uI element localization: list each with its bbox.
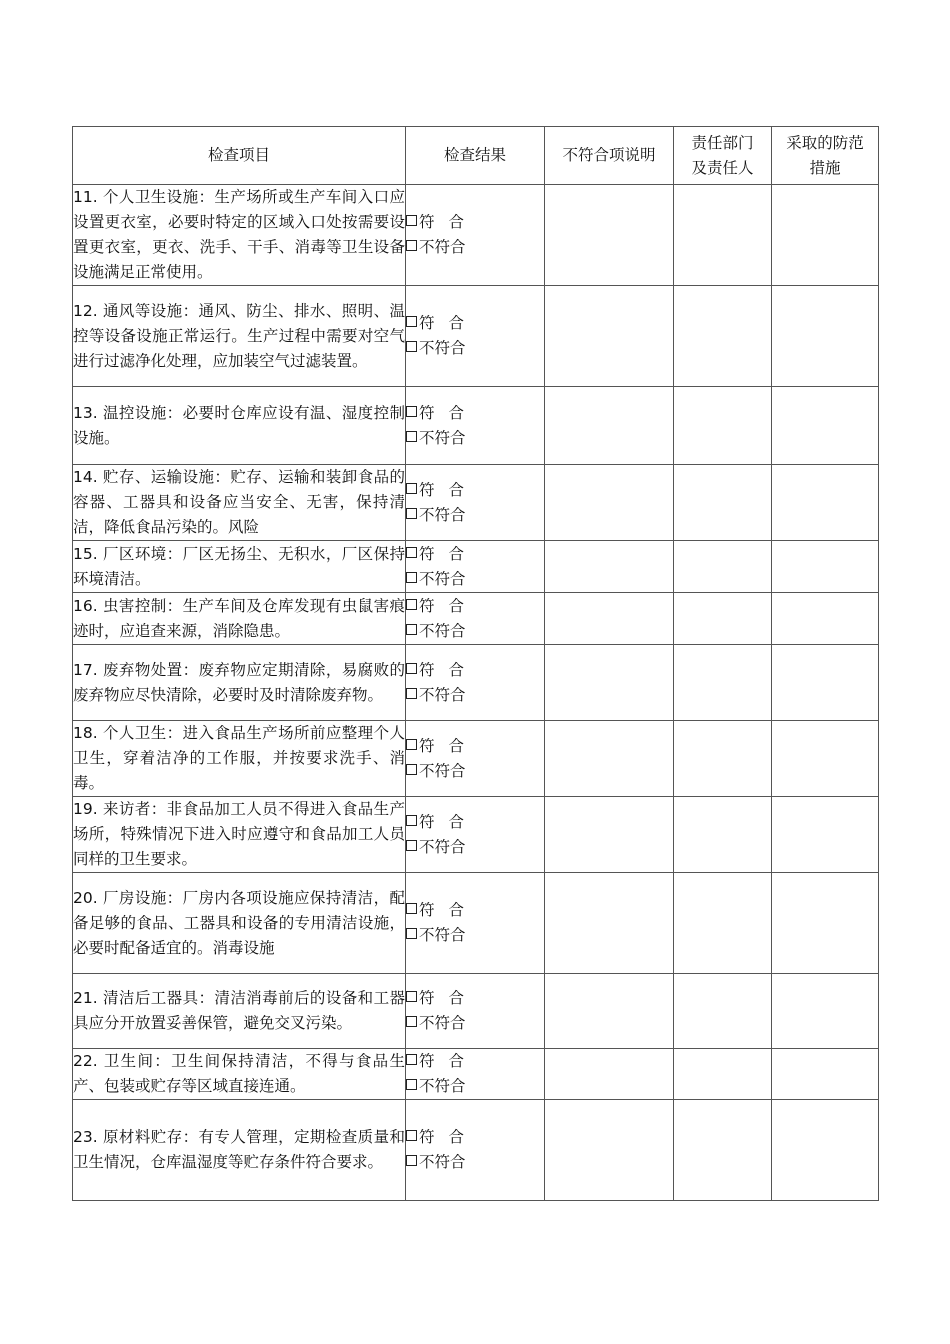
nonconformity-note-cell[interactable] xyxy=(545,645,674,721)
nonconformity-note-cell[interactable] xyxy=(545,185,674,286)
header-measures-line1: 采取的防范 xyxy=(786,133,864,152)
nonconform-option[interactable] xyxy=(406,683,544,708)
inspection-item-text: 20. 厂房设施：厂房内各项设施应保持清洁，配备足够的食品、工器具和设备的专用清洁设施，必要时配备适宜的。消毒设施 xyxy=(73,873,406,974)
conform-option[interactable] xyxy=(406,401,544,426)
nonconform-option[interactable] xyxy=(406,336,544,361)
nonconform-checkbox[interactable] xyxy=(406,764,417,775)
conform-label-a: 符 xyxy=(419,660,435,679)
nonconform-checkbox[interactable] xyxy=(406,508,417,519)
nonconform-option[interactable] xyxy=(406,426,544,451)
inspection-item-text: 13. 温控设施：必要时仓库应设有温、湿度控制设施。 xyxy=(73,387,406,465)
nonconformity-note-cell[interactable] xyxy=(545,1049,674,1100)
table-row xyxy=(73,541,879,593)
responsible-cell[interactable] xyxy=(674,387,772,465)
conform-option[interactable] xyxy=(406,594,544,619)
conform-option[interactable] xyxy=(406,478,544,503)
conform-label-b: 合 xyxy=(448,736,465,755)
conform-checkbox[interactable] xyxy=(406,406,417,417)
nonconform-option[interactable] xyxy=(406,567,544,592)
responsible-cell[interactable] xyxy=(674,185,772,286)
conform-checkbox[interactable] xyxy=(406,483,417,494)
nonconform-checkbox[interactable] xyxy=(406,341,417,352)
nonconform-label: 不符合 xyxy=(419,339,466,357)
inspection-result-cell xyxy=(406,645,545,721)
conform-option[interactable] xyxy=(406,542,544,567)
nonconform-label: 不符合 xyxy=(419,505,466,524)
measures-cell[interactable] xyxy=(772,465,879,541)
inspection-item-text: 18. 个人卫生：进入食品生产场所前应整理个人卫生，穿着洁净的工作服，并按要求洗手、消毒。 xyxy=(73,721,406,797)
conform-label-b: 合 xyxy=(448,480,465,499)
inspection-item-text: 23. 原材料贮存：有专人管理，定期检查质量和卫生情况，仓库温湿度等贮存条件符合要求。 xyxy=(73,1100,406,1201)
measures-cell[interactable] xyxy=(772,721,879,797)
conform-checkbox[interactable] xyxy=(406,663,417,674)
conform-option[interactable] xyxy=(406,898,544,923)
conform-option[interactable] xyxy=(406,734,544,759)
nonconform-option[interactable] xyxy=(406,1150,544,1175)
conform-label-b: 合 xyxy=(448,596,465,615)
conform-checkbox[interactable] xyxy=(406,215,417,226)
inspection-result-cell xyxy=(406,185,545,286)
nonconform-checkbox[interactable] xyxy=(406,240,417,251)
conform-checkbox[interactable] xyxy=(406,547,417,558)
conform-label-a: 符 xyxy=(419,989,435,1007)
nonconform-option[interactable] xyxy=(406,1011,544,1036)
nonconformity-note-cell[interactable] xyxy=(545,1100,674,1201)
header-measures xyxy=(772,127,879,185)
conform-label-b: 合 xyxy=(448,901,465,919)
nonconform-checkbox[interactable] xyxy=(406,840,417,851)
nonconformity-note-cell[interactable] xyxy=(545,387,674,465)
table-row xyxy=(73,797,879,873)
responsible-cell[interactable] xyxy=(674,797,772,873)
header-result: 检查结果 xyxy=(406,127,545,185)
measures-cell[interactable] xyxy=(772,1049,879,1100)
conform-label-b: 合 xyxy=(448,213,465,231)
table-row xyxy=(73,974,879,1049)
measures-cell[interactable] xyxy=(772,1100,879,1201)
responsible-cell[interactable] xyxy=(674,593,772,645)
nonconform-label: 不符合 xyxy=(419,685,466,704)
nonconform-label: 不符合 xyxy=(419,621,466,640)
nonconform-checkbox[interactable] xyxy=(406,928,417,939)
nonconform-option[interactable] xyxy=(406,923,544,948)
responsible-cell[interactable] xyxy=(674,1100,772,1201)
conform-label-b: 合 xyxy=(448,812,465,831)
nonconform-label: 不符合 xyxy=(419,1077,466,1095)
table-row xyxy=(73,286,879,387)
inspection-item-text: 19. 来访者：非食品加工人员不得进入食品生产场所，特殊情况下进入时应遵守和食品加工人员同样的卫生要求。 xyxy=(73,797,406,873)
header-nonconformity: 不符合项说明 xyxy=(545,127,674,185)
conform-option[interactable] xyxy=(406,810,544,835)
table-row xyxy=(73,185,879,286)
table-row xyxy=(73,465,879,541)
conform-checkbox[interactable] xyxy=(406,903,417,914)
nonconform-checkbox[interactable] xyxy=(406,1079,417,1090)
conform-label-a: 符 xyxy=(419,480,435,499)
nonconform-label: 不符合 xyxy=(419,1014,466,1032)
conform-label-a: 符 xyxy=(419,403,435,422)
conform-label-a: 符 xyxy=(419,596,435,615)
header-responsible-line2: 及责任人 xyxy=(691,158,754,177)
table-row xyxy=(73,1100,879,1201)
nonconform-checkbox[interactable] xyxy=(406,1155,417,1166)
inspection-item-text: 15. 厂区环境：厂区无扬尘、无积水，厂区保持环境清洁。 xyxy=(73,541,406,593)
inspection-result-cell xyxy=(406,1100,545,1201)
responsible-cell[interactable] xyxy=(674,286,772,387)
conform-label-b: 合 xyxy=(448,314,465,332)
table-row xyxy=(73,873,879,974)
nonconform-label: 不符合 xyxy=(419,1153,466,1171)
conform-label-a: 符 xyxy=(419,314,435,332)
conform-label-a: 符 xyxy=(419,213,435,231)
conform-label-a: 符 xyxy=(419,1052,435,1070)
conform-label-b: 合 xyxy=(448,660,465,679)
table-row xyxy=(73,387,879,465)
conform-label-b: 合 xyxy=(448,989,465,1007)
conform-checkbox[interactable] xyxy=(406,1054,417,1065)
nonconform-label: 不符合 xyxy=(419,569,466,588)
responsible-cell[interactable] xyxy=(674,465,772,541)
header-item: 检查项目 xyxy=(73,127,406,185)
nonconform-label: 不符合 xyxy=(419,926,466,944)
nonconform-label: 不符合 xyxy=(419,761,466,780)
inspection-result-cell xyxy=(406,873,545,974)
conform-label-b: 合 xyxy=(448,1128,465,1146)
nonconformity-note-cell[interactable] xyxy=(545,465,674,541)
nonconformity-note-cell[interactable] xyxy=(545,593,674,645)
nonconform-option[interactable] xyxy=(406,1074,544,1099)
conform-label-a: 符 xyxy=(419,736,435,755)
conform-option[interactable] xyxy=(406,1049,544,1074)
conform-option[interactable] xyxy=(406,986,544,1011)
table-row xyxy=(73,593,879,645)
header-responsible xyxy=(674,127,772,185)
inspection-result-cell xyxy=(406,797,545,873)
conform-label-a: 符 xyxy=(419,544,435,563)
conform-checkbox[interactable] xyxy=(406,599,417,610)
measures-cell[interactable] xyxy=(772,541,879,593)
nonconform-option[interactable] xyxy=(406,503,544,528)
header-responsible-line1: 责任部门 xyxy=(691,133,754,152)
nonconform-option[interactable] xyxy=(406,759,544,784)
nonconform-option[interactable] xyxy=(406,619,544,644)
measures-cell[interactable] xyxy=(772,185,879,286)
conform-label-a: 符 xyxy=(419,901,435,919)
inspection-item-text: 11. 个人卫生设施：生产场所或生产车间入口应设置更衣室，必要时特定的区域入口处按需要设置更衣室，更衣、洗手、干手、消毒等卫生设备设施满足正常使用。 xyxy=(73,185,406,286)
responsible-cell[interactable] xyxy=(674,721,772,797)
table-row xyxy=(73,721,879,797)
nonconformity-note-cell[interactable] xyxy=(545,721,674,797)
conform-option[interactable] xyxy=(406,1125,544,1150)
table-row xyxy=(73,645,879,721)
nonconformity-note-cell[interactable] xyxy=(545,797,674,873)
nonconformity-note-cell[interactable] xyxy=(545,873,674,974)
conform-option[interactable] xyxy=(406,210,544,235)
conform-option[interactable] xyxy=(406,658,544,683)
measures-cell[interactable] xyxy=(772,593,879,645)
nonconform-label: 不符合 xyxy=(419,837,466,856)
inspection-item-text: 22. 卫生间：卫生间保持清洁，不得与食品生产、包装或贮存等区域直接连通。 xyxy=(73,1049,406,1100)
measures-cell[interactable] xyxy=(772,387,879,465)
conform-label-b: 合 xyxy=(448,1052,465,1070)
responsible-cell[interactable] xyxy=(674,645,772,721)
conform-checkbox[interactable] xyxy=(406,991,417,1002)
measures-cell[interactable] xyxy=(772,873,879,974)
nonconformity-note-cell[interactable] xyxy=(545,974,674,1049)
nonconform-checkbox[interactable] xyxy=(406,688,417,699)
header-row xyxy=(73,127,879,185)
measures-cell[interactable] xyxy=(772,645,879,721)
inspection-result-cell xyxy=(406,387,545,465)
nonconform-checkbox[interactable] xyxy=(406,1016,417,1027)
nonconformity-note-cell[interactable] xyxy=(545,541,674,593)
conform-checkbox[interactable] xyxy=(406,316,417,327)
conform-label-b: 合 xyxy=(448,403,465,422)
conform-label-a: 符 xyxy=(419,1128,435,1146)
nonconform-checkbox[interactable] xyxy=(406,624,417,635)
conform-option[interactable] xyxy=(406,311,544,336)
inspection-item-text: 12. 通风等设施：通风、防尘、排水、照明、温控等设备设施正常运行。生产过程中需要对空气进行过滤净化处理，应加装空气过滤装置。 xyxy=(73,286,406,387)
inspection-item-text: 21. 清洁后工器具：清洁消毒前后的设备和工器具应分开放置妥善保管，避免交叉污染。 xyxy=(73,974,406,1049)
conform-checkbox[interactable] xyxy=(406,1130,417,1141)
inspection-result-cell xyxy=(406,286,545,387)
responsible-cell[interactable] xyxy=(674,541,772,593)
conform-label-b: 合 xyxy=(448,544,465,563)
table-row xyxy=(73,1049,879,1100)
inspection-result-cell xyxy=(406,541,545,593)
inspection-result-cell xyxy=(406,593,545,645)
nonconform-option[interactable] xyxy=(406,835,544,860)
inspection-result-cell xyxy=(406,465,545,541)
nonconformity-note-cell[interactable] xyxy=(545,286,674,387)
measures-cell[interactable] xyxy=(772,286,879,387)
nonconform-checkbox[interactable] xyxy=(406,431,417,442)
measures-cell[interactable] xyxy=(772,797,879,873)
nonconform-label: 不符合 xyxy=(419,238,466,256)
responsible-cell[interactable] xyxy=(674,1049,772,1100)
responsible-cell[interactable] xyxy=(674,974,772,1049)
inspection-result-cell xyxy=(406,974,545,1049)
header-measures-line2: 措施 xyxy=(809,158,841,177)
inspection-item-text: 16. 虫害控制：生产车间及仓库发现有虫鼠害痕迹时，应追查来源，消除隐患。 xyxy=(73,593,406,645)
nonconform-label: 不符合 xyxy=(419,428,466,447)
inspection-item-text: 17. 废弃物处置：废弃物应定期清除，易腐败的废弃物应尽快清除，必要时及时清除废弃物。 xyxy=(73,645,406,721)
conform-checkbox[interactable] xyxy=(406,739,417,750)
inspection-item-text: 14. 贮存、运输设施：贮存、运输和装卸食品的容器、工器具和设备应当安全、无害，保持清洁，降低食品污染的。风险 xyxy=(73,465,406,541)
nonconform-checkbox[interactable] xyxy=(406,572,417,583)
nonconform-option[interactable] xyxy=(406,235,544,260)
responsible-cell[interactable] xyxy=(674,873,772,974)
conform-checkbox[interactable] xyxy=(406,815,417,826)
inspection-result-cell xyxy=(406,1049,545,1100)
conform-label-a: 符 xyxy=(419,812,435,831)
inspection-checklist-table xyxy=(72,126,879,1201)
measures-cell[interactable] xyxy=(772,974,879,1049)
inspection-result-cell xyxy=(406,721,545,797)
